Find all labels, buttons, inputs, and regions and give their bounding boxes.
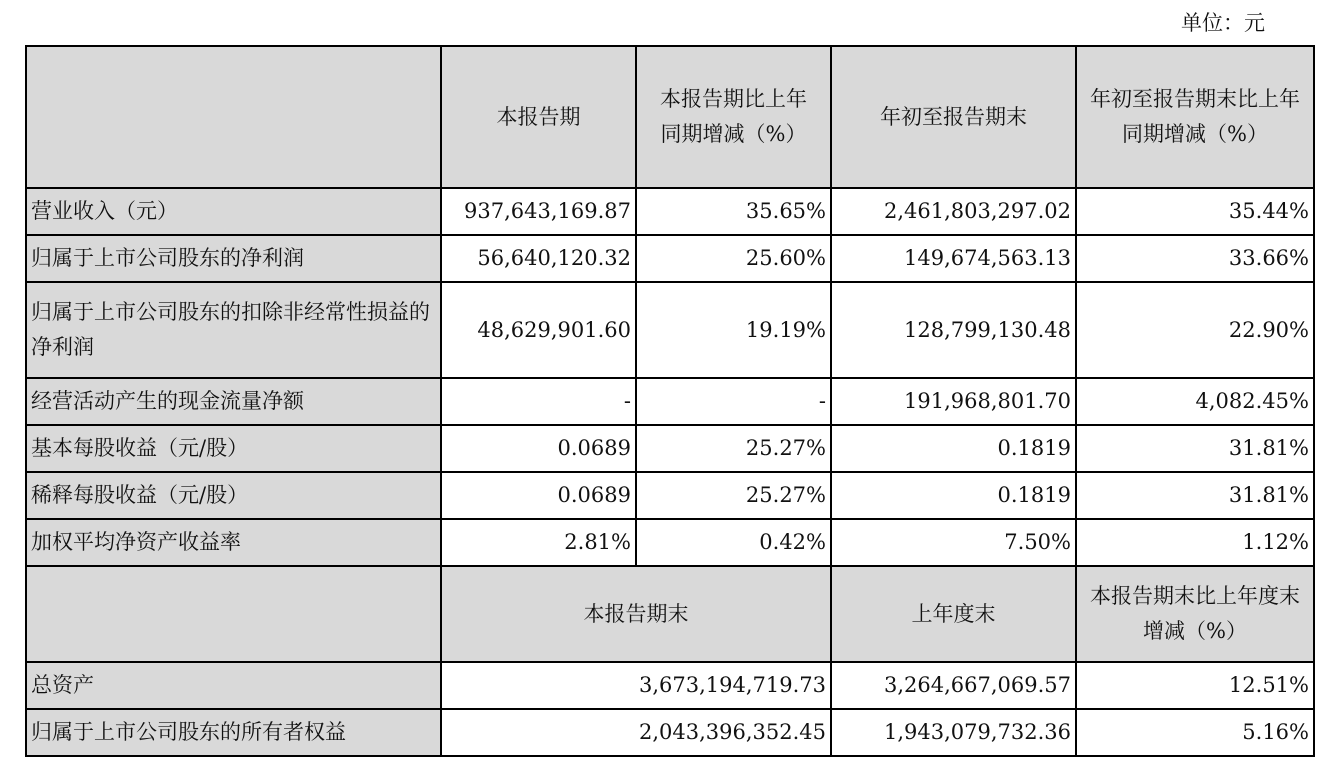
row-value: 1,943,079,732.36	[831, 709, 1076, 756]
table-row	[26, 282, 1314, 378]
row-value: 35.65%	[636, 188, 831, 235]
table-row	[26, 709, 1314, 756]
table-row	[26, 425, 1314, 472]
row-label: 总资产	[26, 662, 441, 709]
row-value: 22.90%	[1076, 282, 1314, 378]
header-ytd: 年初至报告期末	[831, 46, 1076, 188]
row-value: 3,264,667,069.57	[831, 662, 1076, 709]
row-label: 加权平均净资产收益率	[26, 519, 441, 566]
row-label: 归属于上市公司股东的所有者权益	[26, 709, 441, 756]
row-value: 0.0689	[441, 425, 636, 472]
table-row	[26, 662, 1314, 709]
row-value: -	[441, 378, 636, 425]
row-value: 2,461,803,297.02	[831, 188, 1076, 235]
row-value: 35.44%	[1076, 188, 1314, 235]
row-value: 7.50%	[831, 519, 1076, 566]
table-row	[26, 378, 1314, 425]
table-row	[26, 519, 1314, 566]
row-value: 48,629,901.60	[441, 282, 636, 378]
header-row-2	[26, 566, 1314, 662]
row-value: 128,799,130.48	[831, 282, 1076, 378]
row-label: 营业收入（元）	[26, 188, 441, 235]
table-row	[26, 235, 1314, 282]
row-value: 4,082.45%	[1076, 378, 1314, 425]
unit-label: 单位：元	[1181, 11, 1265, 35]
row-value: -	[636, 378, 831, 425]
row-value: 2.81%	[441, 519, 636, 566]
header-change: 本报告期末比上年度末增减（%）	[1076, 566, 1314, 662]
row-value: 25.27%	[636, 425, 831, 472]
row-label: 基本每股收益（元/股）	[26, 425, 441, 472]
row-value: 12.51%	[1076, 662, 1314, 709]
header-current-yoy: 本报告期比上年同期增减（%）	[636, 46, 831, 188]
row-value: 0.0689	[441, 472, 636, 519]
row-value: 31.81%	[1076, 425, 1314, 472]
table-row	[26, 472, 1314, 519]
financial-summary-table	[25, 45, 1315, 757]
row-value: 0.1819	[831, 472, 1076, 519]
row-label: 归属于上市公司股东的扣除非经常性损益的净利润	[26, 282, 441, 378]
row-value: 56,640,120.32	[441, 235, 636, 282]
row-value: 5.16%	[1076, 709, 1314, 756]
row-label: 稀释每股收益（元/股）	[26, 472, 441, 519]
header-period-end: 本报告期末	[441, 566, 831, 662]
row-value: 19.19%	[636, 282, 831, 378]
row-value: 31.81%	[1076, 472, 1314, 519]
row-value: 0.1819	[831, 425, 1076, 472]
header-current-period: 本报告期	[441, 46, 636, 188]
row-value: 149,674,563.13	[831, 235, 1076, 282]
header-ytd-yoy: 年初至报告期末比上年同期增减（%）	[1076, 46, 1314, 188]
row-value: 33.66%	[1076, 235, 1314, 282]
header-blank	[26, 566, 441, 662]
row-value: 937,643,169.87	[441, 188, 636, 235]
header-blank	[26, 46, 441, 188]
row-value: 25.27%	[636, 472, 831, 519]
row-value: 3,673,194,719.73	[441, 662, 831, 709]
row-value: 2,043,396,352.45	[441, 709, 831, 756]
table-row	[26, 188, 1314, 235]
row-value: 191,968,801.70	[831, 378, 1076, 425]
header-row-1	[26, 46, 1314, 188]
row-label: 归属于上市公司股东的净利润	[26, 235, 441, 282]
header-prior-year-end: 上年度末	[831, 566, 1076, 662]
row-label: 经营活动产生的现金流量净额	[26, 378, 441, 425]
row-value: 25.60%	[636, 235, 831, 282]
row-value: 1.12%	[1076, 519, 1314, 566]
row-value: 0.42%	[636, 519, 831, 566]
